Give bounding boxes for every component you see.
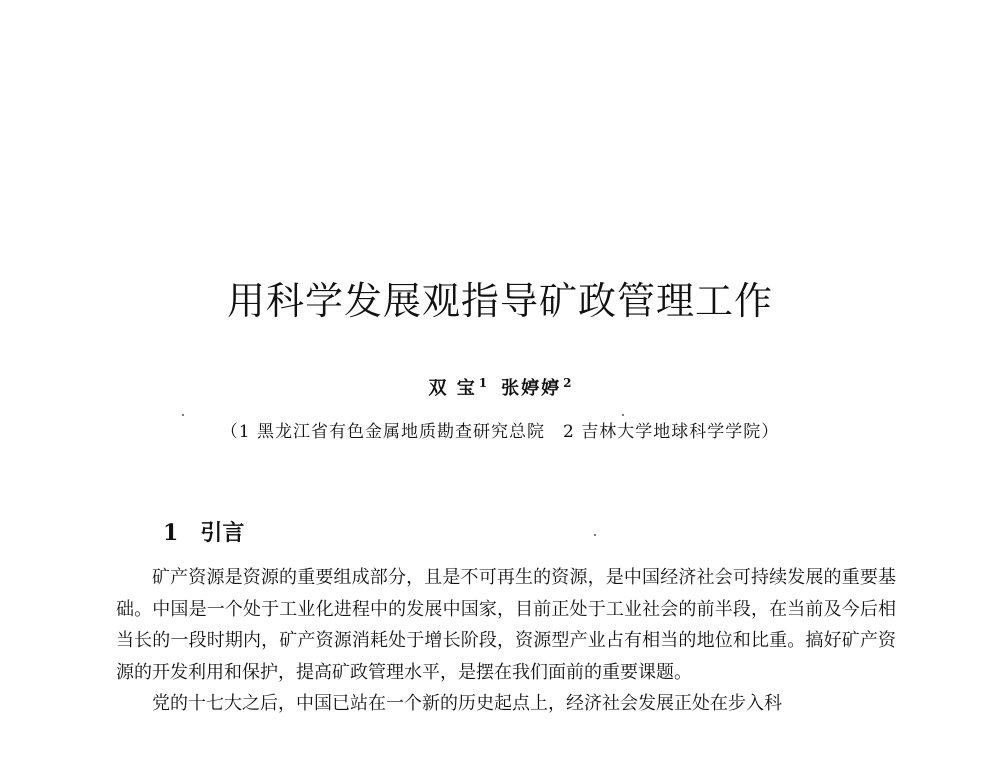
affiliation-number: 2 bbox=[563, 422, 575, 442]
section-heading bbox=[163, 516, 244, 547]
author-affiliation-mark: 2 bbox=[563, 376, 572, 390]
paper-title: 用科学发展观指导矿政管理工作 bbox=[226, 279, 773, 323]
author-line bbox=[0, 374, 1000, 400]
section-number: 1 bbox=[163, 520, 179, 546]
affiliation-open-paren: （ bbox=[220, 422, 239, 442]
affiliation-name: 黑龙江省有色金属地质勘查研究总院 bbox=[257, 422, 545, 442]
body-text bbox=[116, 562, 896, 720]
affiliation-line bbox=[0, 417, 1000, 442]
scan-speck bbox=[182, 414, 184, 416]
scan-speck bbox=[594, 534, 596, 536]
paragraph: 党的十七大之后，中国已站在一个新的历史起点上，经济社会发展正处在步入科 bbox=[152, 693, 782, 714]
affiliation-close-paren: ） bbox=[761, 422, 780, 442]
scan-speck bbox=[622, 414, 624, 416]
section-title: 引言 bbox=[200, 520, 245, 546]
author-name: 张婷婷 bbox=[501, 378, 562, 399]
affiliation-name: 吉林大学地球科学学院 bbox=[581, 422, 762, 442]
author-affiliation-mark: 1 bbox=[478, 376, 488, 390]
paragraph: 矿产资源是资源的重要组成部分，且是不可再生的资源，是中国经济社会可持续发展的重要基础。中国是一个处于工业化进程中的发展中国家，目前正处于工业社会的前半段，在当前及今后相当长的一段时期内，矿产资源消耗处于增长阶段，资源型产业占有相当的地位和比重。搞好矿产资源的开发利用和保护，提高矿政管理水平，是摆在我们面前的重要课题。 bbox=[116, 567, 896, 683]
author-name: 双 宝 bbox=[428, 378, 477, 399]
affiliation-number: 1 bbox=[238, 422, 251, 442]
